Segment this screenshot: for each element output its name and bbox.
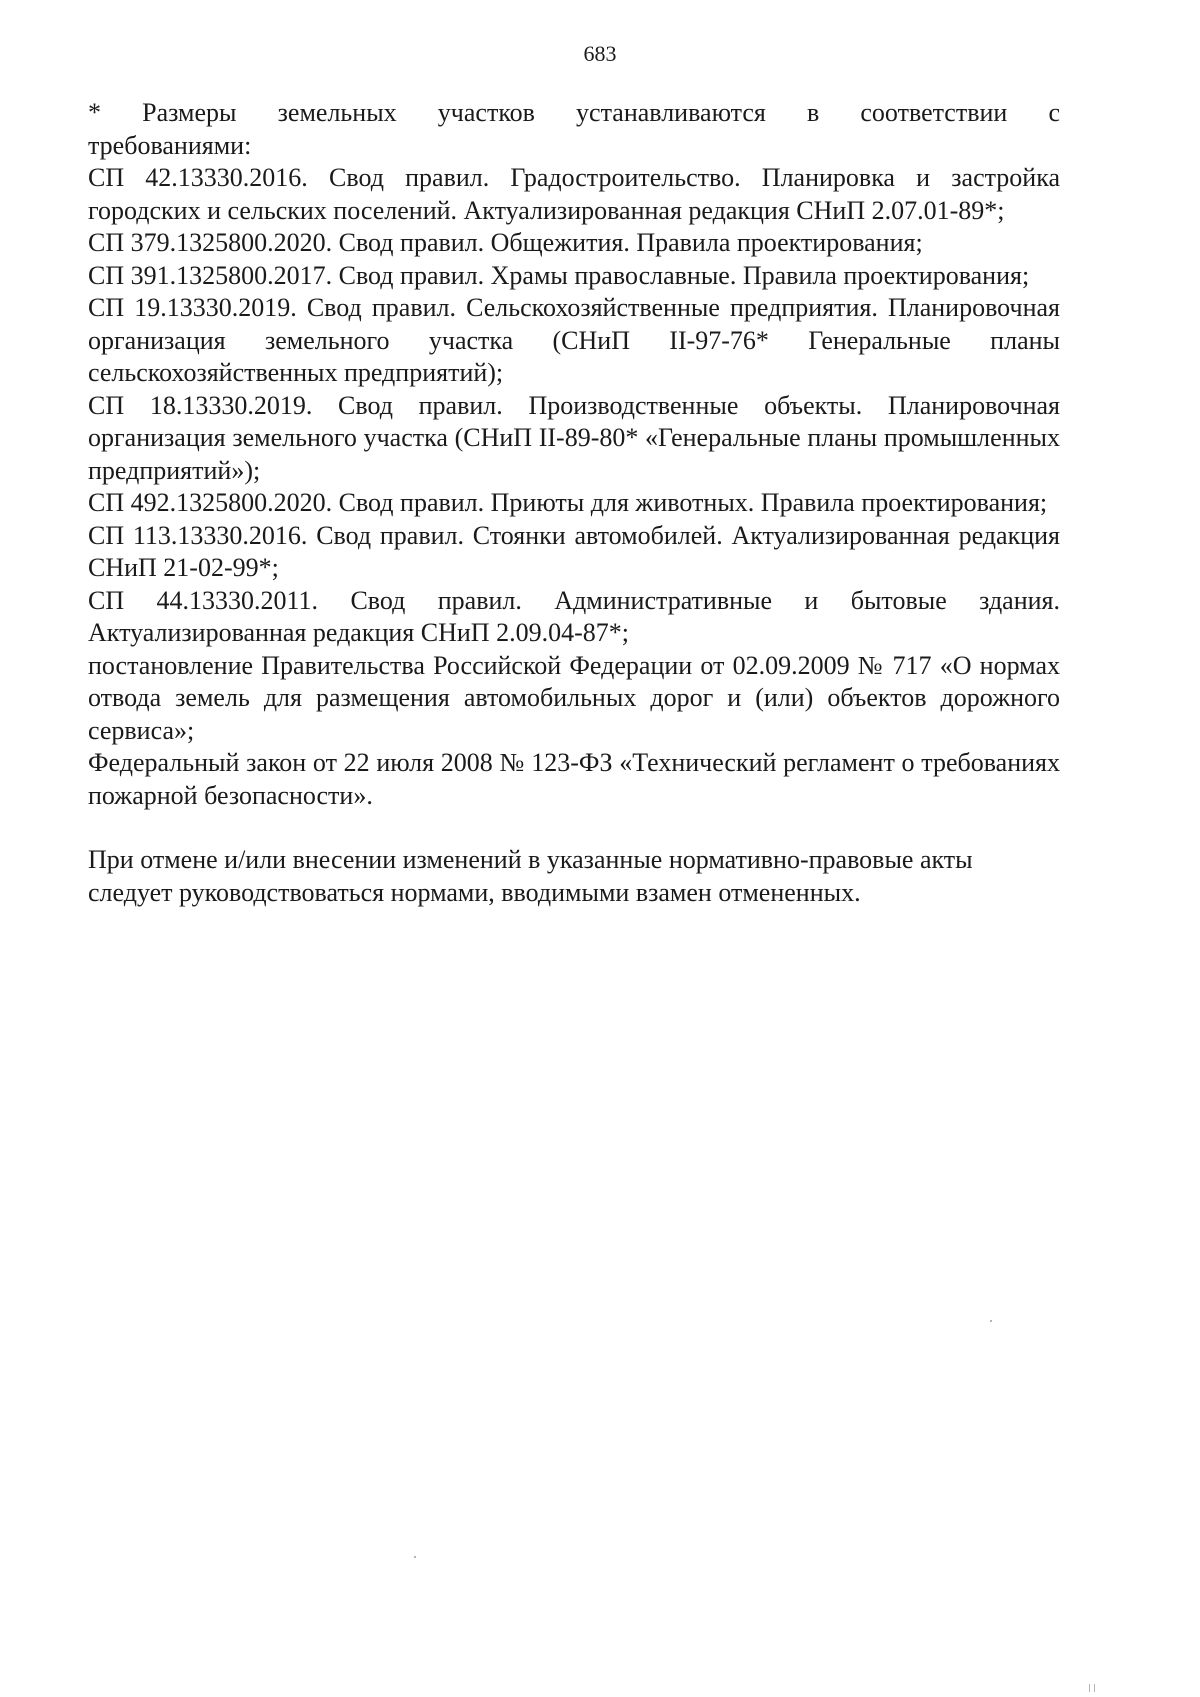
regulation-item: СП 19.13330.2019. Свод правил. Сельскохозяйственные предприятия. Планировочная организация земельного участка (СНиП II-97-76* Генеральные планы сельскохозяйственных предприятий); (88, 293, 1060, 387)
scan-speck (990, 1320, 992, 1322)
regulation-item: СП 44.13330.2011. Свод правил. Административные и бытовые здания. Актуализированная редакция СНиП 2.09.04-87*; (88, 585, 1060, 647)
footnote-lead-line: * Размеры земельных участков устанавливаются в соответствии с (88, 98, 1060, 127)
regulation-item: СП 492.1325800.2020. Свод правил. Приюты для животных. Правила проектирования; (88, 488, 1048, 517)
regulation-item: постановление Правительства Российской Федерации от 02.09.2009 № 717 «О нормах отвода земель для размещения автомобильных дорог и (или) объектов дорожного сервиса»; (88, 650, 1060, 745)
regulation-item: СП 113.13330.2016. Свод правил. Стоянки автомобилей. Актуализированная редакция СНиП 21-02-99*; (88, 520, 1060, 582)
footnote-lead-continuation: требованиями: (88, 130, 252, 160)
scan-speck (1089, 1684, 1090, 1692)
regulation-item: СП 379.1325800.2020. Свод правил. Общежития. Правила проектирования; (88, 228, 923, 257)
scan-speck (1094, 1684, 1095, 1692)
document-body (88, 97, 1060, 909)
scan-speck (414, 1556, 416, 1558)
regulation-item: Федеральный закон от 22 июля 2008 № 123-ФЗ «Технический регламент о требованиях пожарной безопасности». (88, 748, 1060, 810)
regulation-item: СП 18.13330.2019. Свод правил. Производственные объекты. Планировочная организация земельного участка (СНиП II-89-80* «Генеральные планы промышленных предприятий»); (88, 390, 1060, 485)
regulation-item: СП 391.1325800.2017. Свод правил. Храмы православные. Правила проектирования; (88, 260, 1030, 290)
closing-note (88, 844, 1060, 909)
closing-note-text: При отмене и/или внесении изменений в указанные нормативно-правовые акты следует руководствоваться нормами, вводимыми взамен отмененных. (88, 845, 973, 907)
regulation-item: СП 42.13330.2016. Свод правил. Градостроительство. Планировка и застройка городских и сельских поселений. Актуализированная редакция СНиП 2.07.01-89*; (88, 163, 1060, 225)
page-number: 683 (583, 41, 617, 66)
